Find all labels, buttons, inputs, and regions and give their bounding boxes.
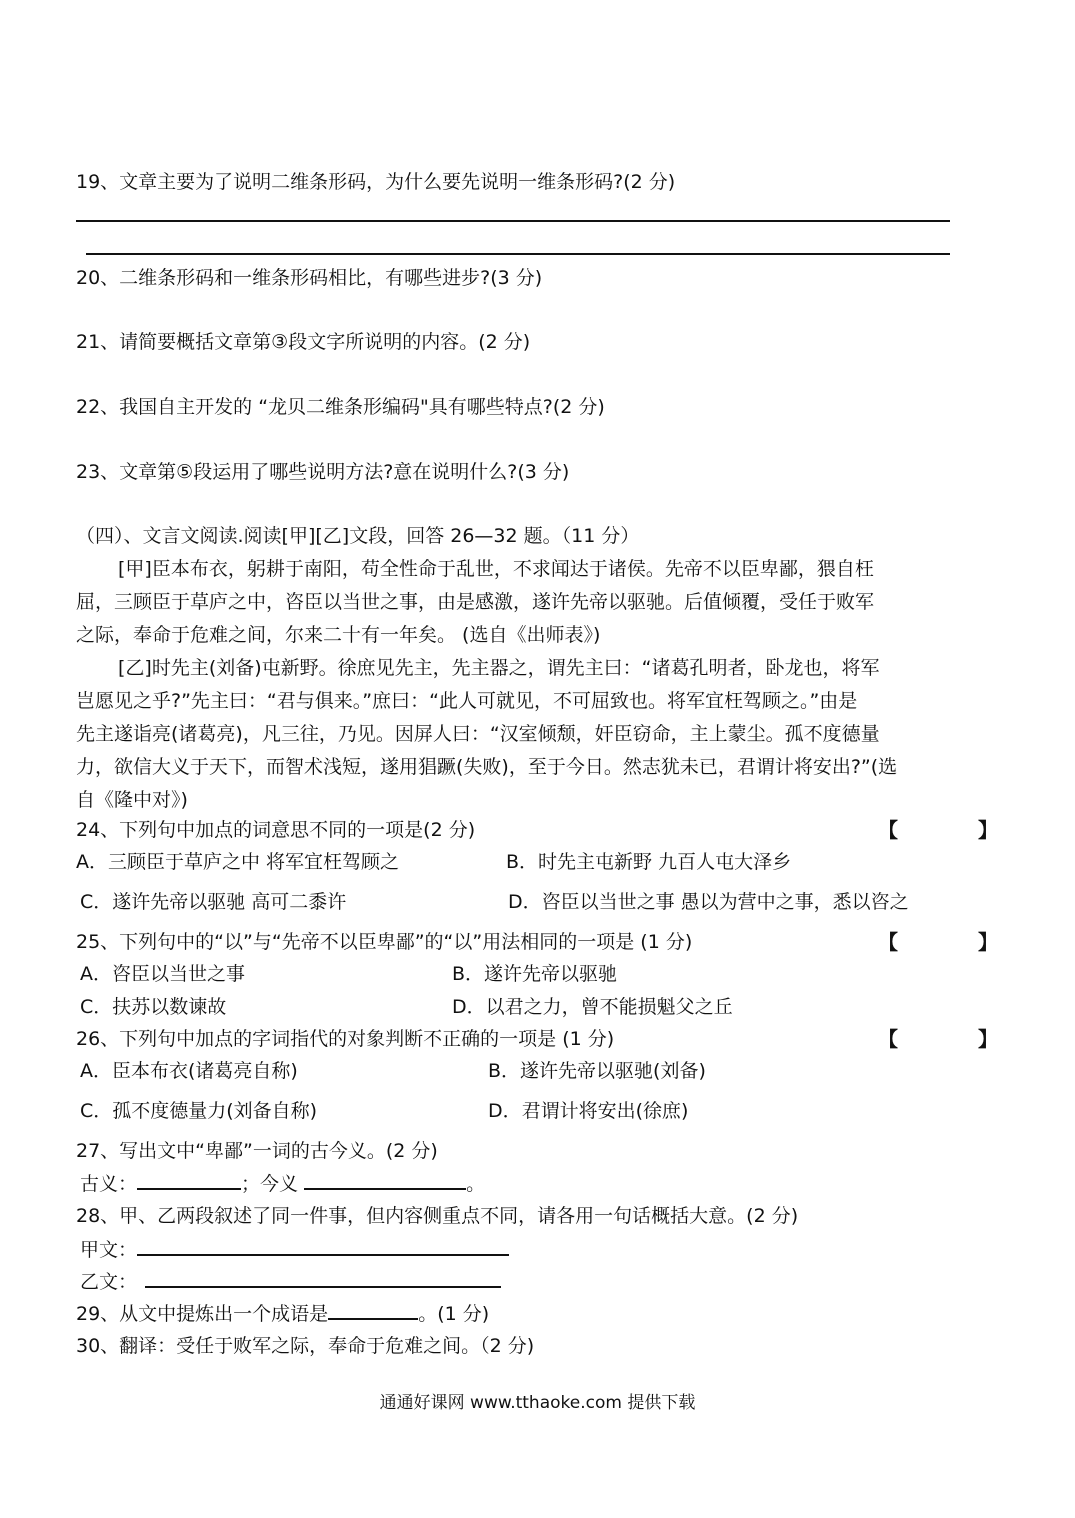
option-25-d: D．以君之力，曾不能损魁父之丘 bbox=[452, 996, 733, 1018]
option-26-b: B．遂许先帝以驱驰(刘备) bbox=[488, 1060, 706, 1082]
question-27-answer-row bbox=[80, 1170, 485, 1197]
option-26-c: C．孤不度德量力(刘备自称) bbox=[80, 1100, 318, 1122]
label-jin-yi: ；今义 bbox=[241, 1173, 305, 1195]
label-jia-wen: 甲文： bbox=[80, 1239, 138, 1261]
passage-yi-line-2: 岂愿见之乎?”先主曰：“君与俱来。”庶曰：“此人可就见，不可屈致也。将军宜枉驾顾之。”由是 bbox=[76, 690, 858, 712]
option-26-d: D．君谓计将安出(徐庶) bbox=[488, 1100, 689, 1122]
passage-yi-line-5: 自《隆中对》) bbox=[76, 789, 188, 811]
option-24-b: B．时先主屯新野 九百人屯大泽乡 bbox=[506, 851, 792, 873]
option-25-c: C．扶苏以数谏故 bbox=[80, 996, 227, 1018]
question-19: 19、文章主要为了说明二维条形码，为什么要先说明一维条形码?(2 分) bbox=[76, 171, 676, 193]
answer-line-19a[interactable] bbox=[76, 220, 950, 222]
label-gu-yi: 古义： bbox=[80, 1173, 138, 1195]
q29-points: 。(1 分) bbox=[418, 1303, 490, 1325]
section-header: （四）、文言文阅读.阅读[甲][乙]文段，回答 26—32 题。（11 分） bbox=[76, 525, 640, 547]
question-22: 22、我国自主开发的 “龙贝二维条形编码"具有哪些特点?(2 分) bbox=[76, 396, 605, 418]
blank-idiom[interactable] bbox=[328, 1300, 418, 1320]
answer-bracket-24-close: 】 bbox=[978, 818, 998, 842]
option-24-a: A．三顾臣于草庐之中 将军宜枉驾顾之 bbox=[76, 851, 400, 873]
passage-jia-line-3: 之际，奉命于危难之间，尔来二十有一年矣。 (选自《出师表》) bbox=[76, 624, 601, 646]
answer-bracket-26-open[interactable]: 【 bbox=[878, 1027, 898, 1051]
passage-yi-line-3: 先主遂诣亮(诸葛亮)，凡三往，乃见。因屏人曰：“汉室倾颓，奸臣窃命，主上蒙尘。孤不度德量 bbox=[76, 723, 880, 745]
answer-bracket-24-open[interactable]: 【 bbox=[878, 818, 898, 842]
passage-jia-line-2: 屈，三顾臣于草庐之中，咨臣以当世之事，由是感激，遂许先帝以驱驰。后值倾覆，受任于败军 bbox=[76, 591, 875, 613]
question-25-stem: 25、下列句中的“以”与“先帝不以臣卑鄙”的“以”用法相同的一项是 (1 分) bbox=[76, 931, 693, 953]
question-30: 30、翻译：受任于败军之际，奉命于危难之间。（2 分) bbox=[76, 1335, 535, 1357]
question-27: 27、写出文中“卑鄙”一词的古今义。(2 分) bbox=[76, 1140, 438, 1162]
page-footer: 通通好课网 www.tthaoke.com 提供下载 bbox=[379, 1393, 696, 1413]
question-28-jia-row bbox=[80, 1236, 509, 1263]
option-25-b: B．遂许先帝以驱驰 bbox=[452, 963, 618, 985]
q27-period: 。 bbox=[466, 1173, 486, 1195]
blank-jin-yi[interactable] bbox=[304, 1170, 466, 1190]
passage-yi-line-1: [乙]时先主(刘备)屯新野。徐庶见先主，先主器之，谓先主曰：“诸葛孔明者，卧龙也，将军 bbox=[118, 657, 880, 679]
question-20: 20、二维条形码和一维条形码相比，有哪些进步?(3 分) bbox=[76, 267, 543, 289]
question-26-stem: 26、下列句中加点的字词指代的对象判断不正确的一项是 (1 分) bbox=[76, 1028, 615, 1050]
answer-bracket-25-close: 】 bbox=[978, 930, 998, 954]
question-21: 21、请简要概括文章第③段文字所说明的内容。(2 分) bbox=[76, 331, 531, 353]
question-24-stem: 24、下列句中加点的词意思不同的一项是(2 分) bbox=[76, 819, 476, 841]
blank-yi-wen[interactable] bbox=[145, 1268, 501, 1288]
passage-jia-line-1: [甲]臣本布衣，躬耕于南阳，苟全性命于乱世，不求闻达于诸侯。先帝不以臣卑鄙，猥自枉 bbox=[118, 558, 874, 580]
option-24-d: D．咨臣以当世之事 愚以为营中之事，悉以咨之 bbox=[508, 891, 909, 913]
option-25-a: A．咨臣以当世之事 bbox=[80, 963, 245, 985]
answer-line-19b[interactable] bbox=[86, 253, 950, 255]
answer-bracket-26-close: 】 bbox=[978, 1027, 998, 1051]
question-28-yi-row bbox=[80, 1268, 501, 1295]
blank-gu-yi[interactable] bbox=[137, 1170, 241, 1190]
label-yi-wen: 乙文： bbox=[80, 1271, 138, 1293]
option-24-c: C．遂许先帝以驱驰 高可二黍许 bbox=[80, 891, 347, 913]
q29-prompt: 29、从文中提炼出一个成语是 bbox=[76, 1303, 329, 1325]
option-26-a: A．臣本布衣(诸葛亮自称) bbox=[80, 1060, 298, 1082]
answer-bracket-25-open[interactable]: 【 bbox=[878, 930, 898, 954]
question-29 bbox=[76, 1300, 489, 1327]
blank-jia-wen[interactable] bbox=[137, 1236, 509, 1256]
passage-yi-line-4: 力，欲信大义于天下，而智术浅短，遂用猖蹶(失败)，至于今日。然志犹未已，君谓计将安出?”(选 bbox=[76, 756, 898, 778]
question-23: 23、文章第⑤段运用了哪些说明方法?意在说明什么?(3 分) bbox=[76, 461, 570, 483]
question-28: 28、甲、乙两段叙述了同一件事，但内容侧重点不同，请各用一句话概括大意。(2 分) bbox=[76, 1205, 799, 1227]
